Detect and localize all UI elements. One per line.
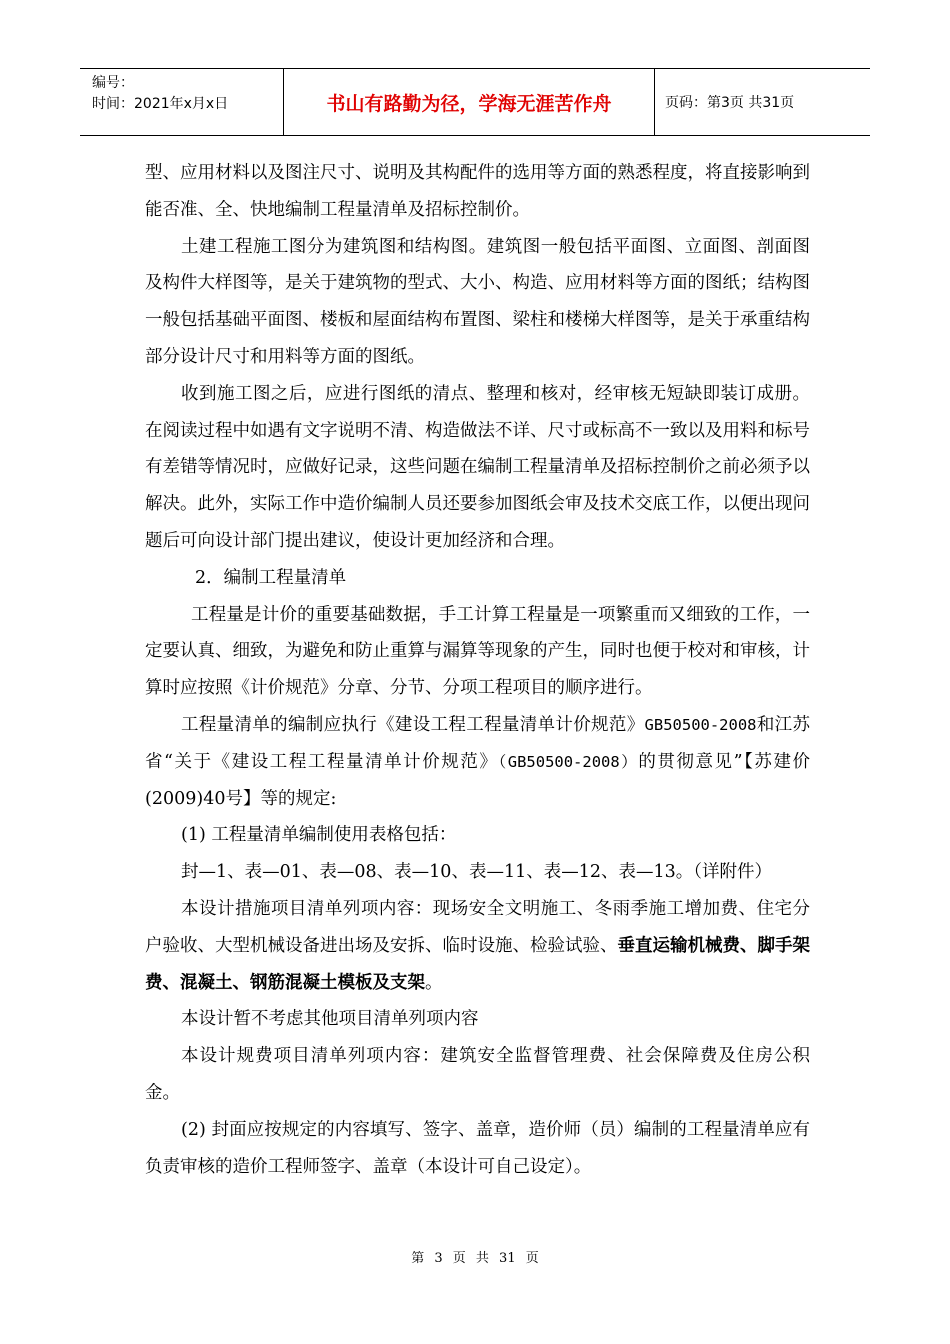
- paragraph-7: 封—1、表—01、表—08、表—10、表—11、表—12、表—13。（详附件）: [181, 862, 772, 883]
- page-footer: 第 3 页 共 31 页: [411, 1251, 539, 1266]
- paragraph-9: 本设计暂不考虑其他项目清单列项内容: [181, 1009, 479, 1030]
- p5-text-a: 工程量清单的编制应执行《建设工程工程量清单计价规范》: [181, 714, 645, 735]
- paragraph-4: 工程量是计价的重要基础数据，手工计算工程量是一项繁重而又细致的工作，一定要认真、细致，为避免和防止重算与漏算等现象的产生，同时也便于校对和审核，计算时应按照《计价规范》分章、分节、分项工程项目的顺序进行。: [145, 604, 810, 699]
- doc-date: 时间：2021年x月x日: [92, 96, 229, 112]
- header-meta: [80, 69, 283, 135]
- doc-code-label: 编号：: [92, 75, 134, 91]
- paragraph-10: 本设计规费项目清单列项内容：建筑安全监督管理费、社会保障费及住房公积金。: [145, 1046, 810, 1103]
- paragraph-8: [145, 891, 810, 1001]
- header-page-info: 页码：第3页 共31页: [665, 95, 795, 111]
- paragraph-3: 收到施工图之后，应进行图纸的清点、整理和核对，经审核无短缺即装订成册。在阅读过程中如遇有文字说明不清、构造做法不详、尺寸或标高不一致以及用料和标号有差错等情况时，应做好记录，这些问题在编制工程量清单及招标控制价之前必须予以解决。此外，实际工作中造价编制人员还要参加图纸会审及技术交底工作，以便出现问题后可向设计部门提出建议，使设计更加经济和合理。: [145, 383, 810, 551]
- paragraph-11: (2) 封面应按规定的内容填写、签字、盖章，造价师（员）编制的工程量清单应有负责审核的造价工程师签字、盖章（本设计可自己设定）。: [145, 1119, 810, 1177]
- section-heading: 2．编制工程量清单: [195, 567, 347, 588]
- page-header: [80, 68, 870, 136]
- paragraph-5: [145, 707, 810, 817]
- header-motto: 书山有路勤为径，学海无涯苦作舟: [283, 69, 655, 135]
- p8-bold-text: 垂直运输机械费、脚手架费、混凝土、钢筋混凝土模板及支架: [145, 935, 810, 993]
- paragraph-1: 型、应用材料以及图注尺寸、说明及其构配件的选用等方面的熟悉程度，将直接影响到能否准、全、快地编制工程量清单及招标控制价。: [145, 163, 810, 220]
- p8-text-c: 。: [425, 972, 443, 993]
- paragraph-6: (1) 工程量清单编制使用表格包括：: [181, 825, 457, 846]
- p8-text-a: 本设计措施项目清单列项内容：现场安全文明施工、冬雨季施工增加费、住宅分户验收、大型机械设备进出场及安拆、临时设施、检验试验、: [145, 898, 810, 956]
- p5-standard-code: GB50500-2008: [644, 715, 757, 734]
- p5-text-c: 和江苏省“关于《建设工程工程量清单计价规范》: [145, 714, 810, 772]
- paragraph-2: 土建工程施工图分为建筑图和结构图。建筑图一般包括平面图、立面图、剖面图及构件大样图等，是关于建筑物的型式、大小、构造、应用材料等方面的图纸；结构图一般包括基础平面图、楼板和屋面结构布置图、梁柱和楼梯大样图等，是关于承重结构部分设计尺寸和用料等方面的图纸。: [145, 236, 810, 367]
- document-body: [145, 155, 810, 1185]
- p5-text-e: 的贯彻意见”【苏建价(2009)40号】等的规定:: [145, 751, 810, 809]
- p5-standard-code-paren: （GB50500-2008）: [498, 752, 639, 771]
